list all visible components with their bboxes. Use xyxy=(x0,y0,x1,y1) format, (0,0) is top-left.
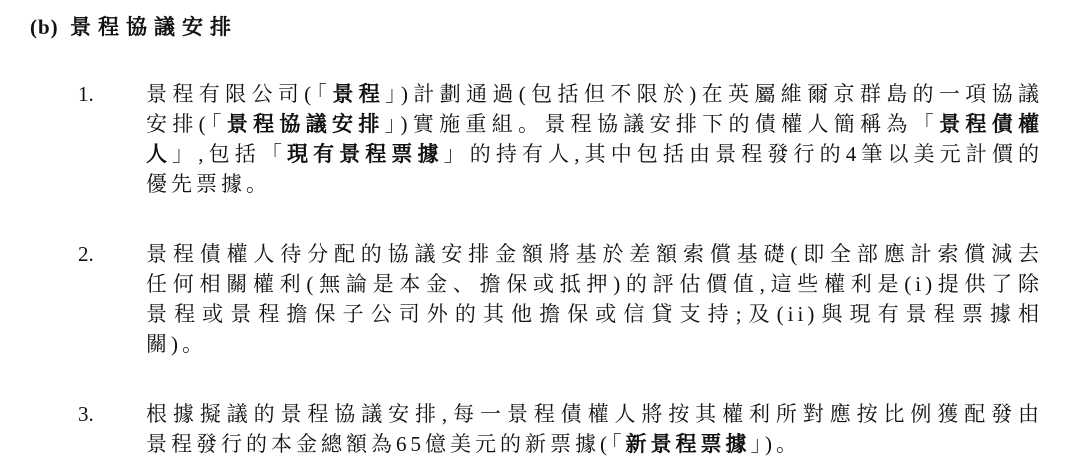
text-line xyxy=(146,299,1043,329)
text-run: 優先票據。 xyxy=(146,172,271,196)
text-run: 根據擬議的景程協議安排,每一景程債權人將按其權利所對應按比例獲配發由 xyxy=(146,402,1043,426)
defined-term: 新景程票據 xyxy=(625,432,751,456)
clause-item xyxy=(30,79,1076,199)
defined-term: 景程 xyxy=(332,82,386,106)
defined-term: 人 xyxy=(146,142,173,166)
clause-item xyxy=(30,239,1076,359)
text-run: 關)。 xyxy=(146,332,207,356)
text-line xyxy=(146,329,1043,359)
clause-number: 1. xyxy=(78,82,94,106)
text-run: 」)。 xyxy=(750,432,801,456)
clause-item xyxy=(30,399,1076,459)
section-header xyxy=(30,14,1076,40)
text-run: 景程有限公司(「 xyxy=(146,82,333,106)
text-run: 」)計劃通過(包括但不限於)在英屬維爾京群島的一項協議 xyxy=(385,82,1044,106)
clause-text xyxy=(146,79,1043,199)
text-line xyxy=(146,109,1043,139)
text-run: 景程債權人待分配的協議安排金額將基於差額索償基礎(即全部應計索償減去 xyxy=(146,242,1043,266)
clause-text xyxy=(146,239,1043,359)
text-run: 景程發行的本金總額為65億美元的新票據(「 xyxy=(146,432,626,456)
text-line xyxy=(146,239,1043,269)
text-line xyxy=(146,269,1043,299)
text-run: 景程或景程擔保子公司外的其他擔保或信貸支持;及(ii)與現有景程票據相 xyxy=(146,302,1043,326)
clause-number: 2. xyxy=(78,242,94,266)
text-line xyxy=(146,79,1043,109)
clause-list xyxy=(30,79,1076,459)
text-run: 任何相關權利(無論是本金、擔保或抵押)的評估價值,這些權利是(i)提供了除 xyxy=(146,272,1043,296)
text-line xyxy=(146,429,1043,459)
text-line xyxy=(146,399,1043,429)
text-run: 」的持有人,其中包括由景程發行的4筆以美元計價的 xyxy=(443,142,1044,166)
section-title: 景程協議安排 xyxy=(70,15,238,39)
clause-text xyxy=(146,399,1043,459)
text-run: 」,包括「 xyxy=(172,142,287,166)
text-line xyxy=(146,169,1043,199)
text-run: 」)實施重組。景程協議安排下的債權人簡稱為「 xyxy=(384,112,940,136)
defined-term: 景程債權 xyxy=(939,112,1044,136)
clause-number: 3. xyxy=(78,402,94,426)
section-label: (b) xyxy=(30,15,59,39)
defined-term: 現有景程票據 xyxy=(286,142,444,166)
text-line xyxy=(146,139,1043,169)
text-run: 安排(「 xyxy=(146,112,227,136)
defined-term: 景程協議安排 xyxy=(226,112,385,136)
